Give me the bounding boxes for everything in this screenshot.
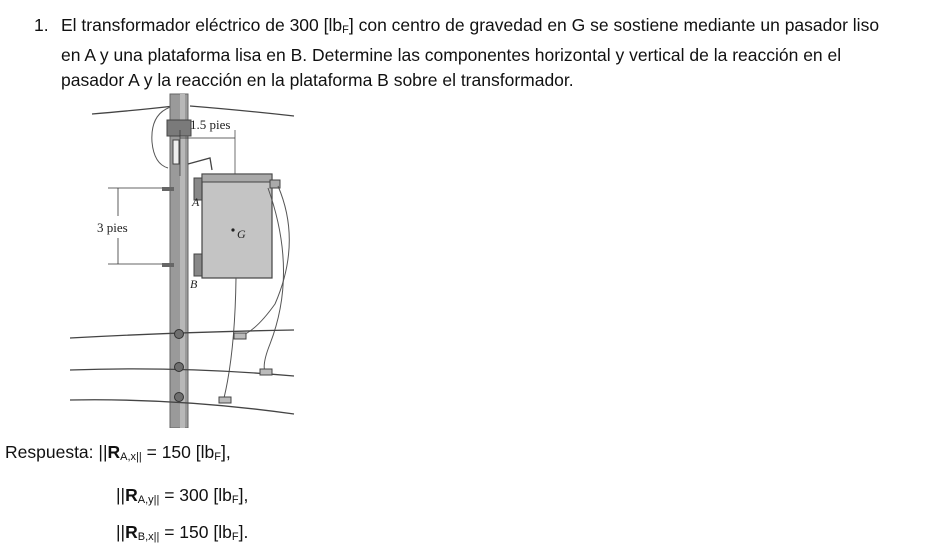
answer-row: Respuesta: ||RA,x|| = 150 [lbF],: [5, 442, 231, 463]
problem-text: El transformador eléctrico de 300 [lbF] con centro de gravedad en G se sostiene mediante un pasador liso en A y una plataforma lisa en B. Determine las componentes horizontal y vertical de la reacción en el pasador A y la reacción en la plataforma B sobre el transformador.: [61, 15, 880, 90]
label-b: B: [190, 277, 198, 291]
problem-number: 1.: [34, 15, 49, 35]
transformer-figure: [70, 92, 295, 428]
label-g: G: [237, 227, 246, 241]
transformer-tank: [202, 174, 272, 278]
dim-vertical-label: 3 pies: [97, 220, 128, 235]
answer-row: ||RA,y|| = 300 [lbF],: [116, 485, 249, 506]
answer-row: ||RB,x|| = 150 [lbF].: [116, 522, 249, 543]
dim-horizontal-label: 1.5 pies: [190, 117, 231, 132]
problem-statement: [34, 13, 894, 93]
label-a: A: [192, 195, 200, 209]
